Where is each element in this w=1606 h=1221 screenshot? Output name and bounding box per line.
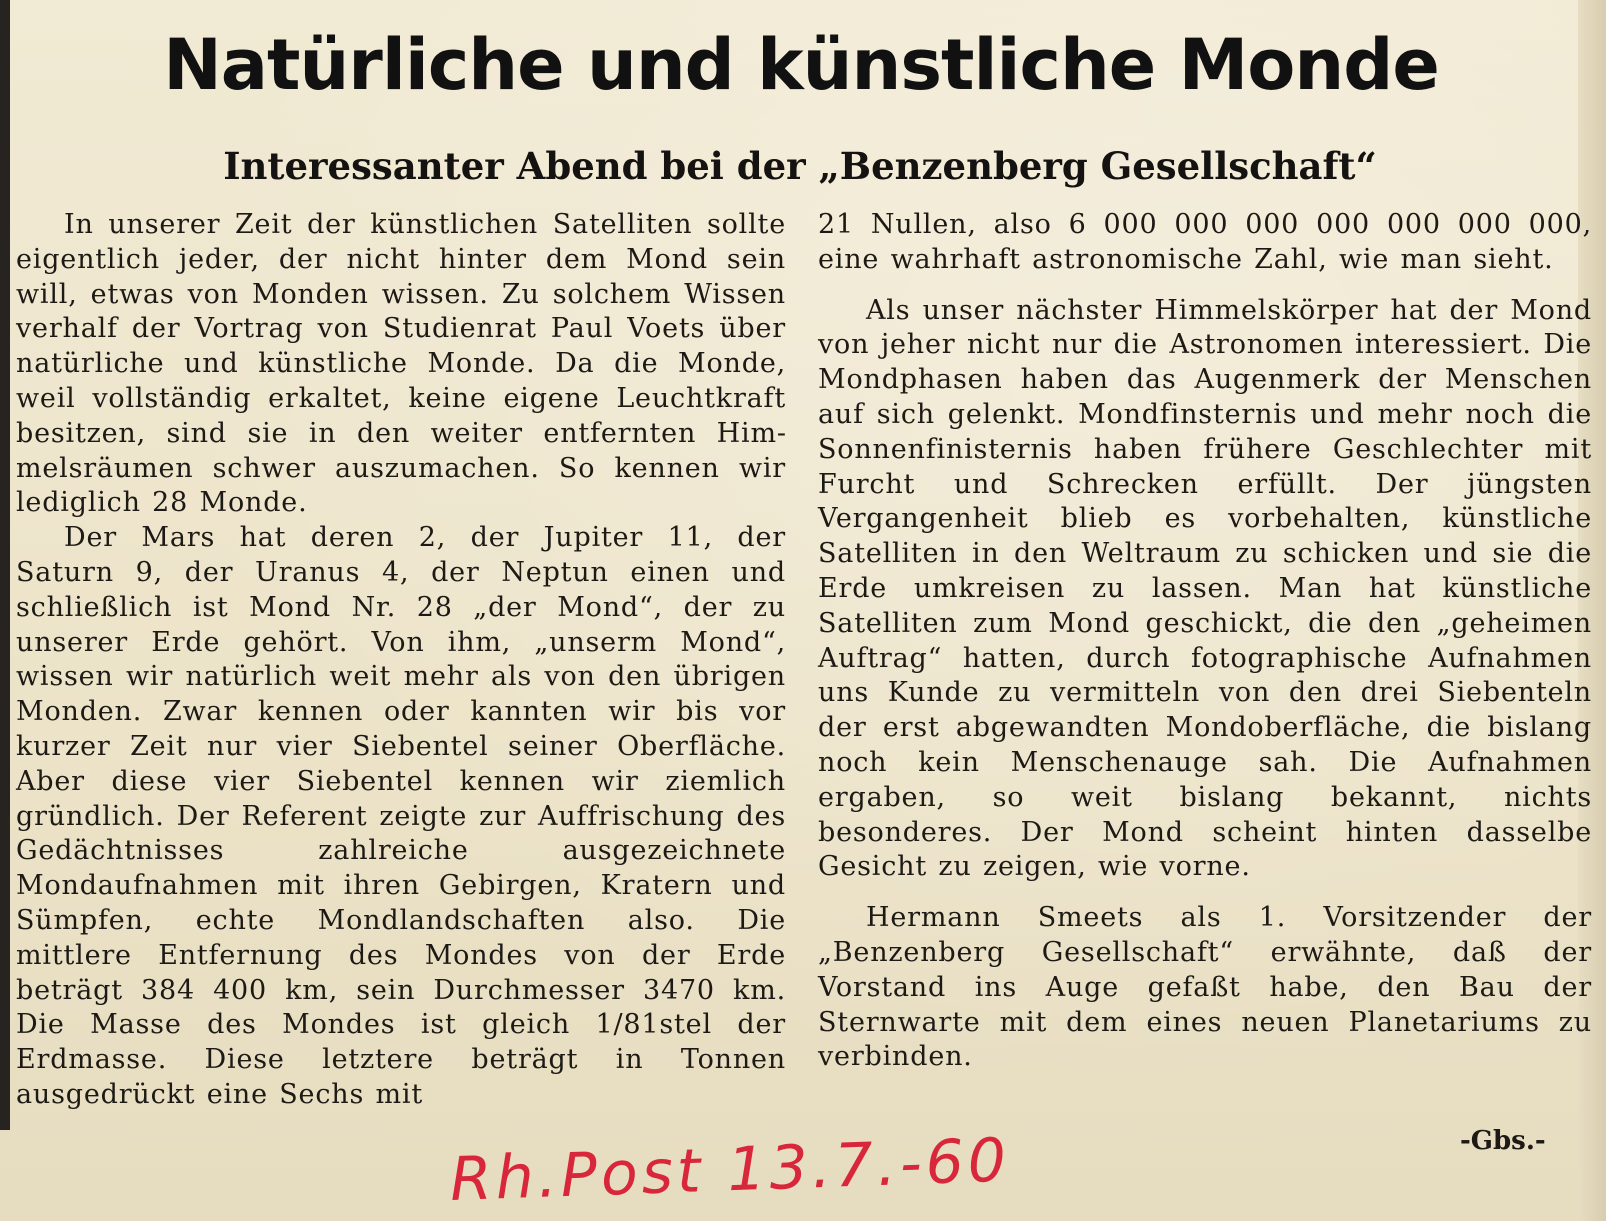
clipping-left-edge <box>0 0 10 1130</box>
article-paragraph: In unserer Zeit der künstlichen Satelliten sollte eigentlich jeder, der nicht hinter dem Mond sein will, etwas von Monden wissen. Zu solchem Wissen verhalf der Vortrag von Studienrat Paul Voets über natürliche und künstliche Monde. Da die Monde, weil vollständig erkaltet, keine eigene Leuchtkraft besitzen, sind sie in den weiter entfernten Himmelsräumen schwer auszumachen. So kennen wir lediglich 28 Monde. <box>16 209 786 519</box>
article-column-left <box>16 208 786 1113</box>
article-subheadline: Interessanter Abend bei der „Benzenberg Gesellschaft“ <box>223 144 1377 188</box>
article-paragraph: Hermann Smeets als 1. Vorsitzender der „Benzenberg Gesellschaft“ erwähnte, daß der Vorstand ins Auge gefaßt habe, den Bau der Sternwarte mit dem eines neuen Planetariums zu verbinden. <box>818 902 1592 1073</box>
article-paragraph: Als unser nächster Himmelskörper hat der Mond von jeher nicht nur die Astronomen interessiert. Die Mondphasen haben das Augenmerk der Menschen auf sich gelenkt. Mondfinsternis und mehr noch die Sonnenfinisternis haben frühere Geschlechter mit Furcht und Schrecken erfüllt. Der jüngsten Vergangenheit blieb es vorbehalten, künstliche Satelliten in den Weltraum zu schicken und sie die Erde umkreisen zu lassen. Man hat künstliche Satelliten zum Mond geschickt, die den „geheimen Auftrag“ hatten, durch fotographische Aufnahmen uns Kunde zu vermitteln von den drei Siebenteln der erst abgewandten Mondoberfläche, die bislang noch kein Menschenauge sah. Die Aufnahmen ergaben, so weit bislang bekannt, nichts besonderes. Der Mond scheint hinten dasselbe Gesicht zu zeigen, wie vorne. <box>818 294 1592 883</box>
article-paragraph: 21 Nullen, also 6 000 000 000 000 000 000 000, eine wahrhaft astronomische Zahl, wie man sieht. <box>818 209 1592 275</box>
author-signoff: -Gbs.- <box>1460 1126 1546 1156</box>
article-headline: Natürliche und künstliche Monde <box>163 24 1439 106</box>
article-paragraph: Der Mars hat deren 2, der Jupiter 11, der Saturn 9, der Uranus 4, der Neptun einen und schließlich ist Mond Nr. 28 „der Mond“, der zu unserer Erde gehört. Von ihm, „unserm Mond“, wissen wir natürlich weit mehr als von den übrigen Monden. Zwar kennen oder kannten wir bis vor kurzer Zeit nur vier Siebentel seiner Oberfläche. Aber diese vier Siebentel kennen wir ziemlich gründlich. Der Referent zeigte zur Auffrischung des Gedächtnisses zahlreiche ausgezeichnete Mondaufnahmen mit ihren Gebirgen, Kratern und Sümpfen, echte Mondlandschaften also. Die mittlere Entfernung des Mondes von der Erde beträgt 384 400 km, sein Durchmesser 3470 km. Die Masse des Mondes ist gleich 1/81stel der Erdmasse. Diese letztere beträgt in Tonnen ausgedrückt eine Sechs mit <box>16 522 786 1110</box>
article-column-right <box>818 208 1592 1075</box>
handwritten-source-note: Rh.Post 13.7.-60 <box>448 1125 1012 1215</box>
